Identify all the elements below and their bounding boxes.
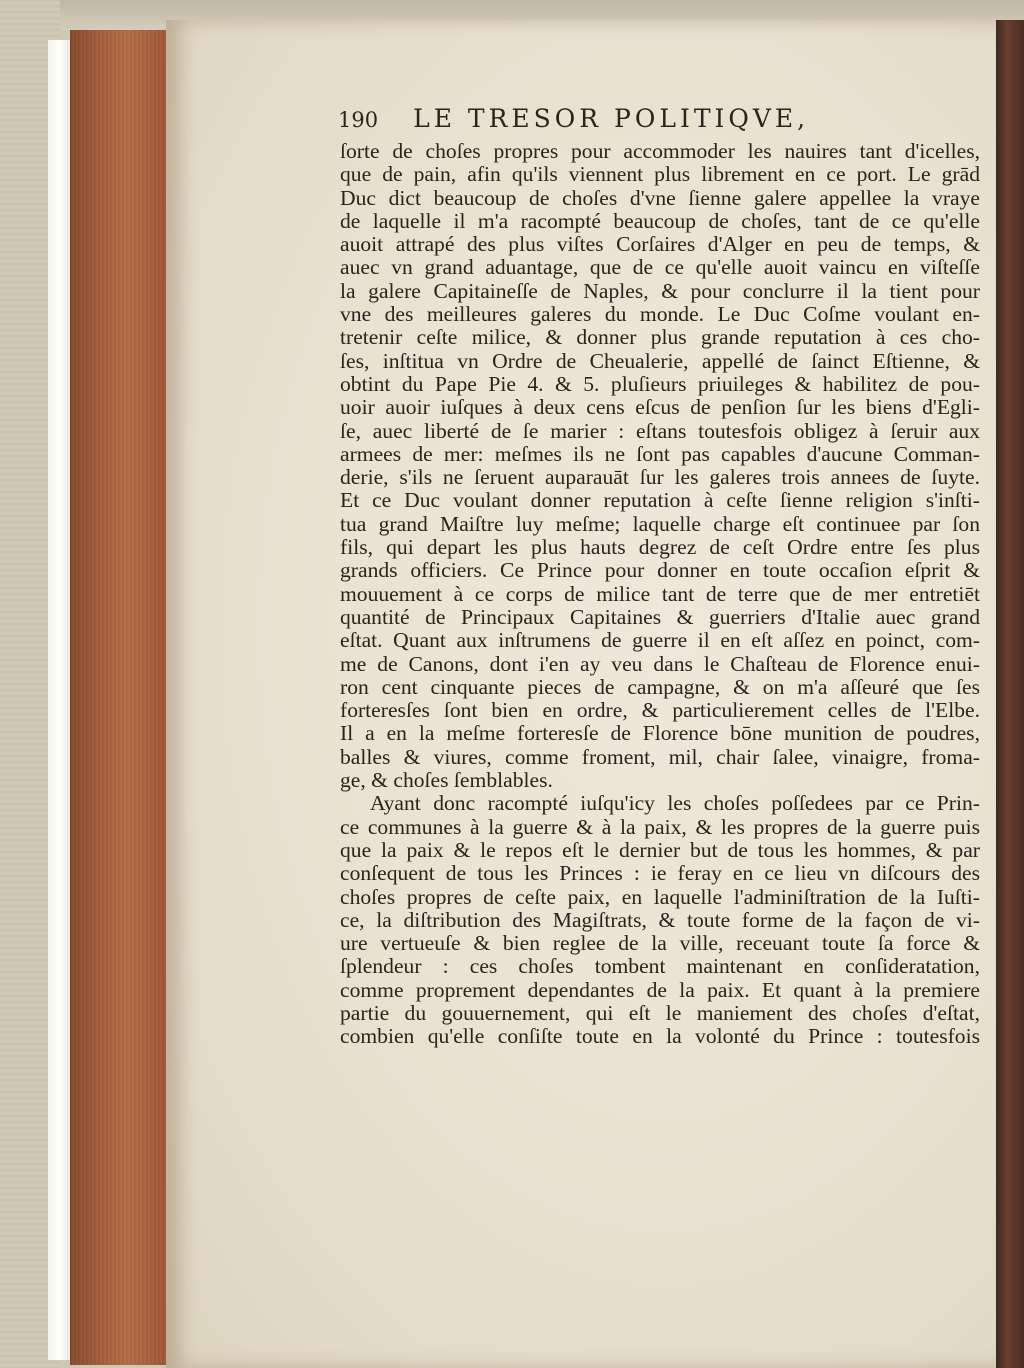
text-line: auec vn grand aduantage, que de ce qu'elle auoit vaincu en viſteſſe	[340, 255, 980, 280]
text-line: quantité de Principaux Capitaines & guerriers d'Italie auec grand	[340, 604, 980, 629]
text-line: Duc dict beaucoup de choſes d'vne ſienne galere appellee la vraye	[340, 185, 980, 210]
text-line: Il a en la meſme forteresſe de Florence bōne munition de poudres,	[340, 721, 980, 746]
text-line: de laquelle il m'a racompté beaucoup de choſes, tant de ce qu'elle	[340, 208, 980, 233]
text-line: eſtat. Quant aux inſtrumens de guerre il en eſt aſſez en poinct, com-	[340, 628, 980, 653]
text-line: conſequent de tous les Princes : ie feray en ce lieu vn diſcours des	[340, 861, 980, 886]
text-line: combien qu'elle conſiſte toute en la volonté du Prince : toutesfois	[340, 1024, 980, 1049]
text-line: vne des meilleures galeres du monde. Le Duc Coſme voulant en-	[340, 302, 980, 327]
text-line: ſplendeur : ces choſes tombent maintenant en conſideratation,	[340, 954, 980, 979]
text-line: ron cent cinquante pieces de campagne, & on m'a aſſeuré que ſes	[340, 674, 980, 699]
text-line: ſes, inſtitua vn Ordre de Cheualerie, appellé de ſainct Eſtienne, &	[340, 348, 980, 373]
text-line: Ayant donc racompté iuſqu'icy les choſes poſſedees par ce Prin-	[370, 791, 980, 816]
page-number: 190	[338, 108, 379, 132]
text-line: Et ce Duc voulant donner reputation à ceſte ſienne religion s'inſti-	[340, 488, 980, 513]
text-line: armees de mer: meſmes ils ne ſont pas capables d'aucune Comman-	[340, 441, 980, 466]
text-line: que la paix & le repos eſt le dernier but de tous les hommes, & par	[340, 837, 980, 862]
text-line: me de Canons, dont i'en ay veu dans le Chaſteau de Florence enui-	[340, 651, 980, 676]
text-line: ce, la diſtribution des Magiſtrats, & toute forme de la façon de vi-	[340, 907, 980, 932]
text-line: partie du gouuernement, qui eſt le maniement des choſes d'eſtat,	[340, 1000, 980, 1025]
text-line: fils, qui depart les plus hauts degrez de ceſt Ordre entre ſes plus	[340, 535, 980, 560]
text-line: que de pain, afin qu'ils viennent plus librement en ce port. Le grād	[340, 162, 980, 187]
binding-edge	[996, 20, 1024, 1368]
text-line: uoir auoir iuſques à deux cens eſcus de penſion ſur les biens d'Egli-	[340, 395, 980, 420]
text-line: forteresſes ſont bien en ordre, & particulierement celles de l'Elbe.	[340, 698, 980, 723]
running-head	[338, 104, 928, 133]
page-block-edges	[70, 30, 168, 1365]
text-line: tua grand Maiſtre luy meſme; laquelle charge eſt continuee par ſon	[340, 511, 980, 536]
text-line: ce communes à la guerre & à la paix, & les propres de la guerre puis	[340, 814, 980, 839]
text-line: grands officiers. Ce Prince pour donner en toute occaſion eſprit &	[340, 558, 980, 583]
text-line: auoit attrapé des plus viſtes Corſaires d'Alger en peu de temps, &	[340, 232, 980, 257]
running-title: LE TRESOR POLITIQVE,	[413, 104, 810, 133]
text-line: ge, & choſes ſemblables.	[340, 768, 553, 793]
flyleaf-edge	[48, 40, 70, 1360]
text-line: la galere Capitaineſſe de Naples, & pour conclurre il la tient pour	[340, 278, 980, 303]
paragraph-1	[340, 140, 980, 792]
text-line: comme proprement dependantes de la paix. Et quant à la premiere	[340, 977, 980, 1002]
text-line: mouuement à ce corps de milice tant de terre que de mer entretiēt	[340, 581, 980, 606]
text-line: derie, s'ils ne ſeruent auparauāt ſur les galeres trois annees de ſuyte.	[340, 465, 980, 490]
text-line: balles & viures, comme froment, mil, chair ſalee, vinaigre, froma-	[340, 744, 980, 769]
text-line: tretenir ceſte milice, & donner plus grande reputation à ces cho-	[340, 325, 980, 350]
text-line: ſorte de choſes propres pour accommoder les nauires tant d'icelles,	[340, 139, 980, 163]
body-text	[340, 140, 980, 1049]
text-line: ure vertueuſe & bien reglee de la ville, receuant toute ſa force &	[340, 931, 980, 956]
paragraph-2	[340, 792, 980, 1048]
text-line: choſes propres de ceſte paix, en laquelle l'adminiſtration de la Iuſti-	[340, 884, 980, 909]
text-line: obtint du Pape Pie 4. & 5. pluſieurs priuileges & habilitez de pou-	[340, 371, 980, 396]
text-line: ſe, auec liberté de ſe marier : eſtans toutesfois obligez à ſeruir aux	[340, 418, 980, 443]
